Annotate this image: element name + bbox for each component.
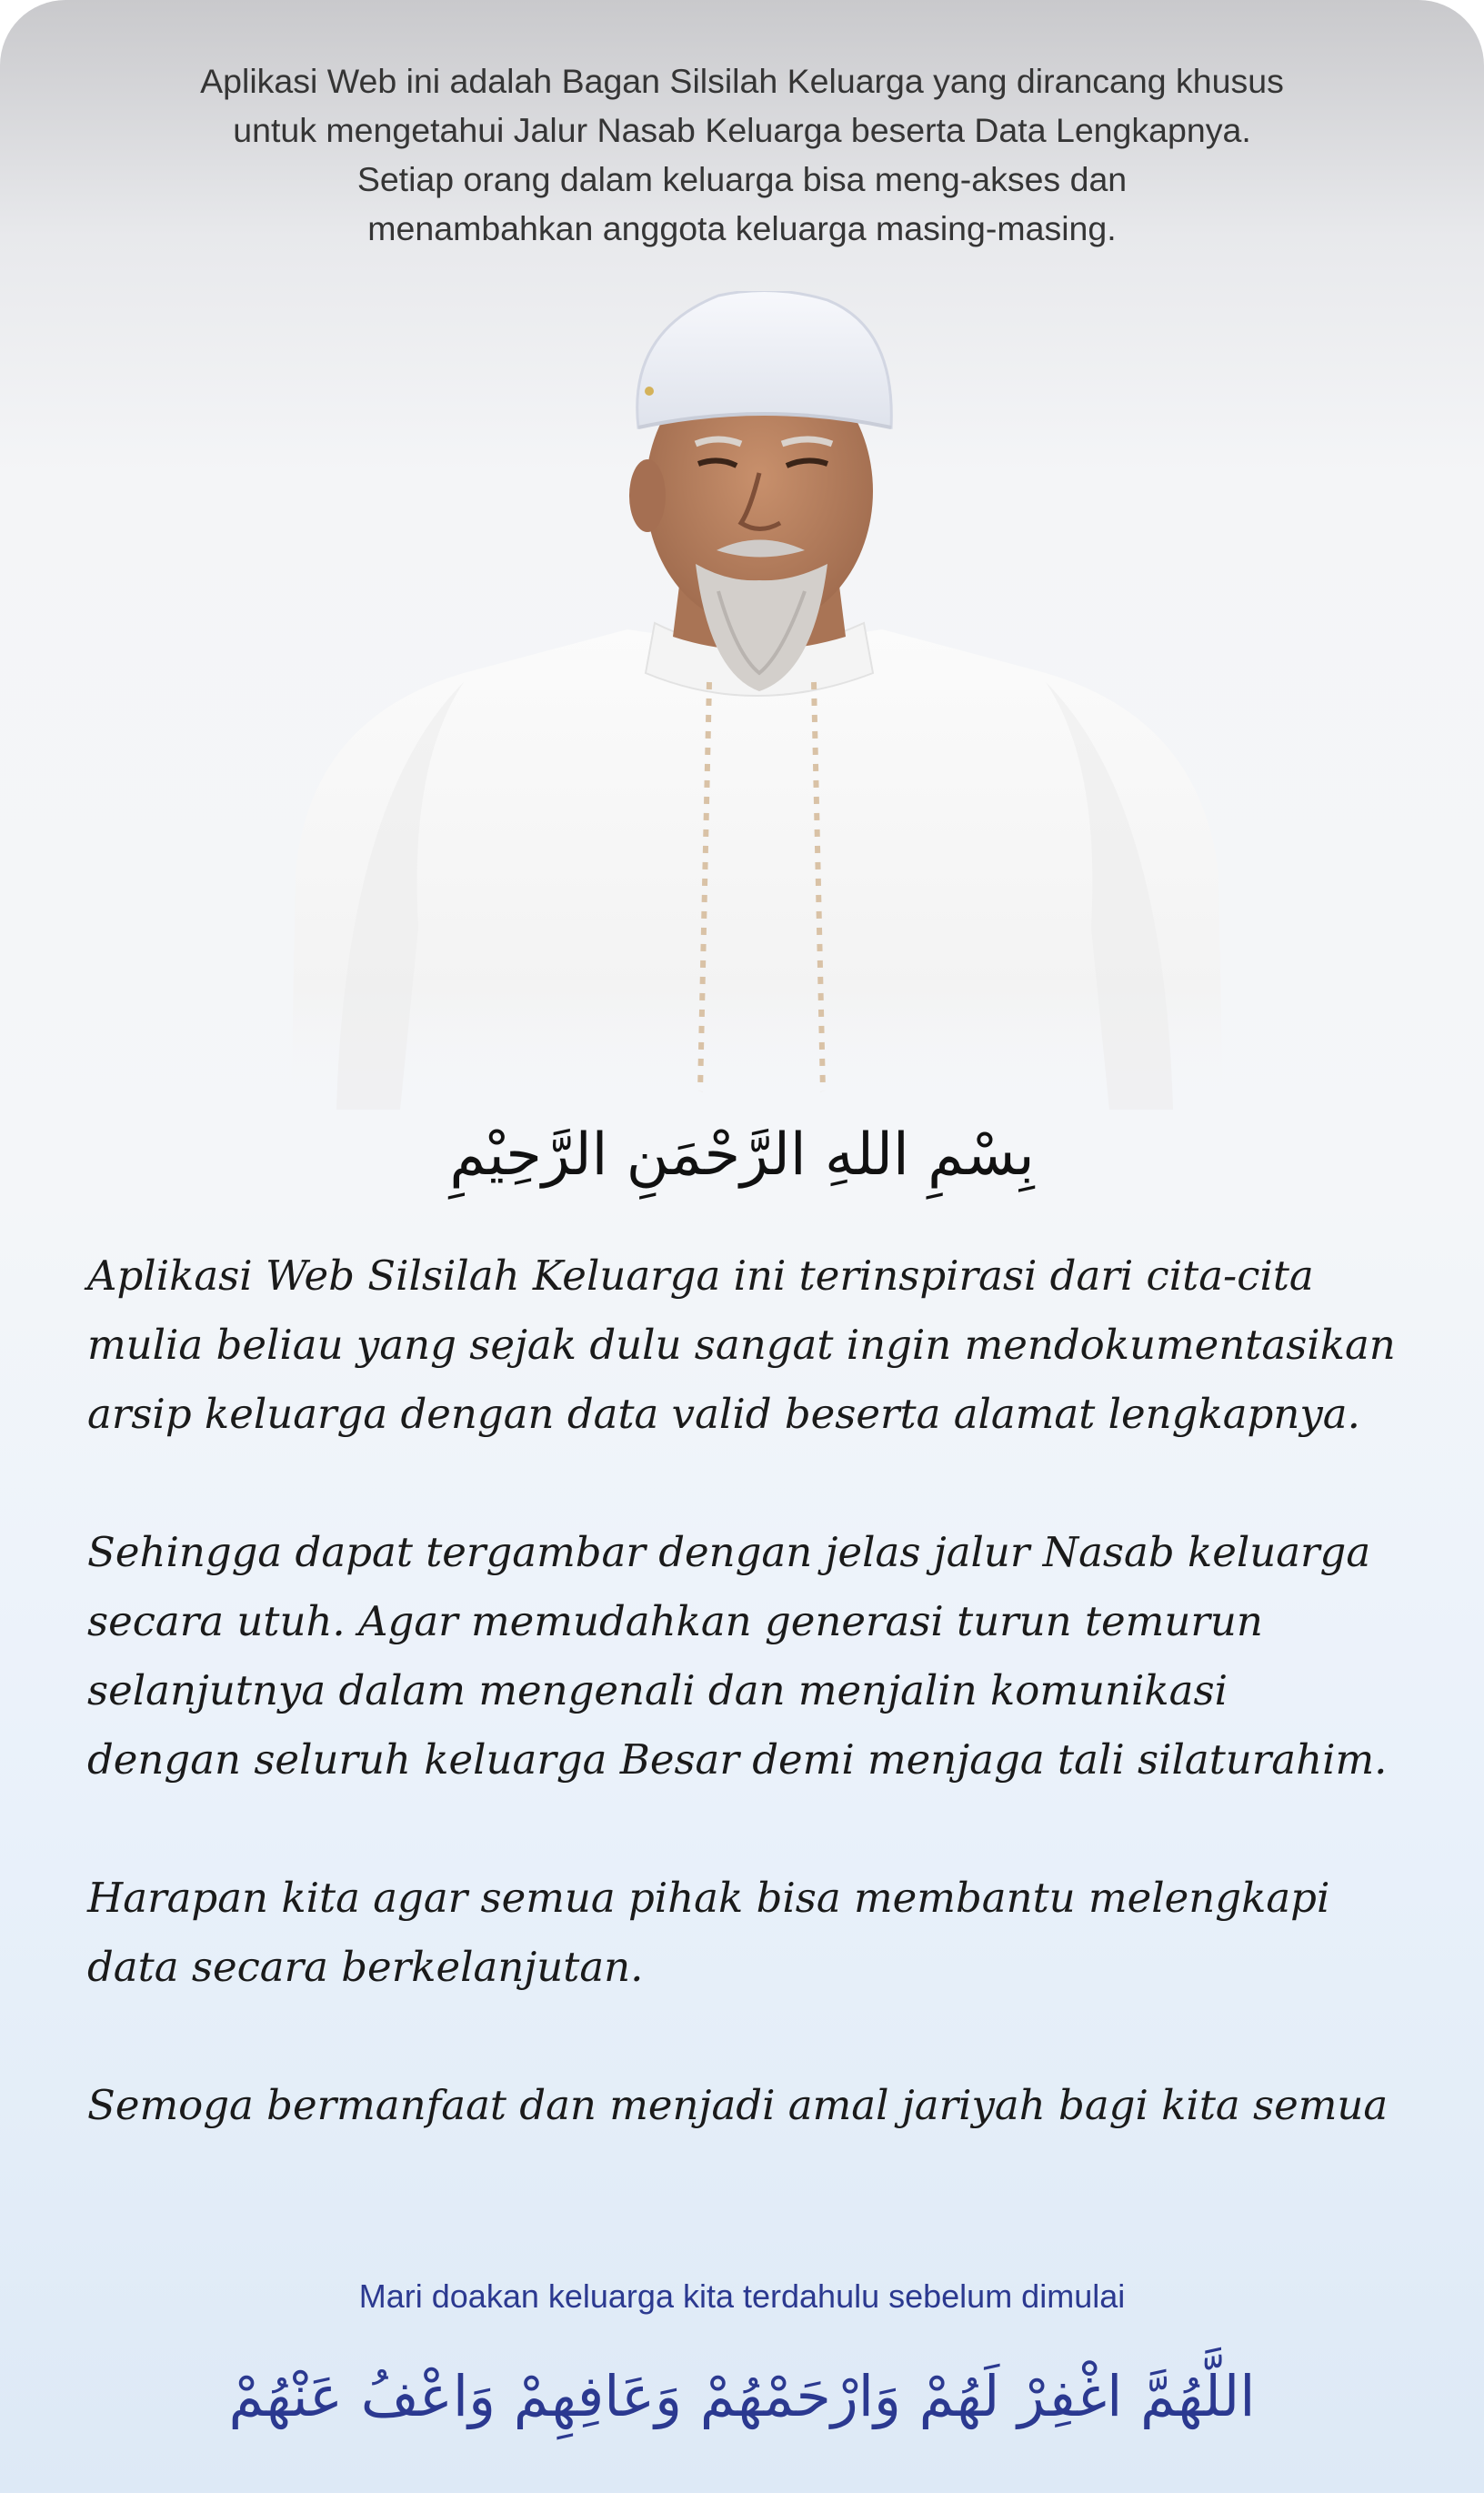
intro-line: Setiap orang dalam keluarga bisa meng-akses dan: [356, 160, 1128, 198]
intro-line: untuk mengetahui Jalur Nasab Keluarga beserta Data Lengkapnya.: [233, 111, 1251, 149]
paragraph-line: Semoga bermanfaat dan menjadi amal jariyah bagi kita semua: [87, 2081, 1389, 2129]
paragraph-line: Sehingga dapat tergambar dengan jelas jalur Nasab keluarga: [87, 1528, 1371, 1576]
prayer-calligraphy: اللَّهُمَّ اغْفِرْ لَهُمْ وَارْحَمْهُمْ وَعَافِهِمْ وَاعْفُ عَنْهُمْ: [228, 2363, 1256, 2429]
paragraph-line: arsip keluarga dengan data valid beserta alamat lengkapnya.: [87, 1390, 1360, 1438]
intro-line: menambahkan anggota keluarga masing-masing.: [367, 209, 1117, 247]
paragraph-line: selanjutnya dalam mengenali dan menjalin komunikasi: [87, 1666, 1228, 1714]
paragraph: [87, 1518, 1433, 1794]
intro-text: [91, 56, 1393, 253]
description-text: [87, 1241, 1433, 2209]
paragraph-line: data secara berkelanjutan.: [87, 1943, 644, 1991]
paragraph-line: Aplikasi Web Silsilah Keluarga ini terinspirasi dari cita-cita: [87, 1252, 1314, 1300]
intro-line: Aplikasi Web ini adalah Bagan Silsilah Keluarga yang dirancang khusus: [200, 62, 1284, 100]
paragraph-line: mulia beliau yang sejak dulu sangat ingin mendokumentasikan: [87, 1321, 1396, 1369]
basmala-calligraphy: بِسْمِ اللهِ الرَّحْمَنِ الرَّحِيْمِ: [449, 1121, 1035, 1189]
paragraph-line: Harapan kita agar semua pihak bisa membantu melengkapi: [87, 1874, 1330, 1922]
prayer-intro-text: Mari doakan keluarga kita terdahulu sebelum dimulai: [358, 2277, 1126, 2315]
paragraph-line: secara utuh. Agar memudahkan generasi turun temurun: [87, 1597, 1263, 1645]
paragraph: [87, 2071, 1433, 2140]
paragraph: [87, 1864, 1433, 2002]
paragraph-line: dengan seluruh keluarga Besar demi menjaga tali silaturahim.: [87, 1735, 1388, 1784]
elder-man-portrait: [282, 291, 1228, 1110]
paragraph: [87, 1241, 1433, 1449]
